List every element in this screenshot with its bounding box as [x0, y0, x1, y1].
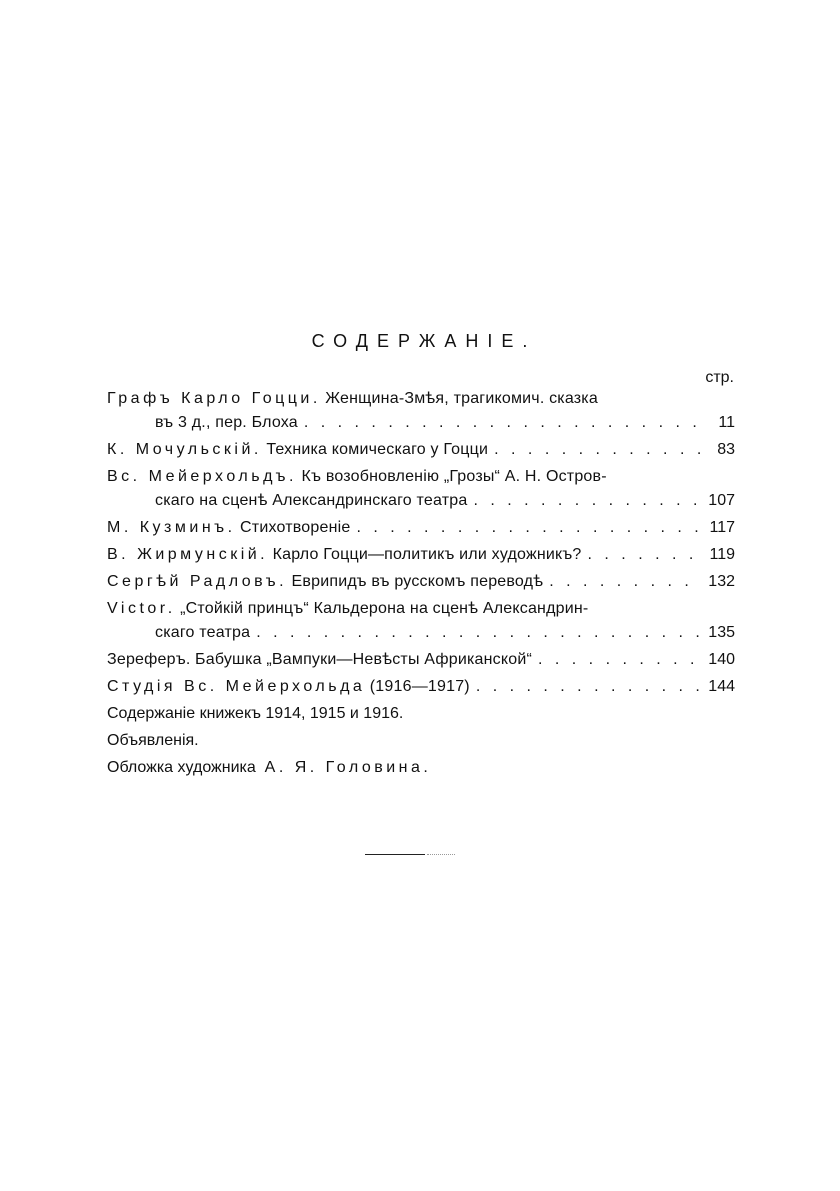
dot-leader: [250, 621, 701, 645]
entry-page-number: 83: [717, 441, 735, 458]
entry-title-continued: скаго на сценѣ Александринскаго театра: [155, 492, 468, 509]
entry-title: Стихотвореніе: [240, 519, 351, 536]
entry-title: Къ возобновленію „Грозы“ А. Н. Остров-: [301, 468, 607, 485]
entry-title-continued: въ 3 д., пер. Блоха: [155, 414, 298, 431]
entry-author: Сергѣй Радловъ.: [107, 573, 288, 590]
entry-page-number: 107: [708, 492, 735, 509]
toc-entry: [107, 387, 735, 435]
toc-entry: [107, 543, 735, 567]
entry-title: „Стойкій принцъ“ Кальдерона на сценѣ Александрин-: [180, 600, 589, 617]
toc-entry: [107, 648, 735, 672]
dot-leader: [467, 489, 701, 513]
entry-author: Графъ Карло Гоцци.: [107, 390, 321, 407]
dot-leader: [470, 675, 701, 699]
entry-title: Женщина-Змѣя, трагикомич. сказка: [325, 390, 598, 407]
entry-page-number: 144: [708, 678, 735, 695]
entry-page-number: 11: [718, 414, 735, 431]
dot-leader: [582, 543, 701, 567]
entry-page-number: 140: [708, 651, 735, 668]
entry-author: Студія Вс. Мейерхольда: [107, 678, 366, 695]
entry-page-number: 132: [708, 573, 735, 590]
entry-page-number: 119: [709, 546, 735, 563]
entry-author: В. Жирмунскій.: [107, 546, 269, 563]
entry-author: К. Мочульскій.: [107, 441, 262, 458]
closing-rule-faint: [427, 854, 455, 855]
entry-title: Карло Гоцци—политикъ или художникъ?: [272, 546, 582, 563]
page-title: СОДЕРЖАНІЕ.: [311, 331, 537, 351]
entry-author: Victor.: [107, 600, 176, 617]
dot-leader: [488, 438, 701, 462]
entry-author: Вс. Мейерхольдъ.: [107, 468, 297, 485]
entry-author: М. Кузминъ.: [107, 519, 236, 536]
toc-entry: [107, 438, 735, 462]
entry-title: Еврипидъ въ русскомъ переводѣ: [291, 573, 544, 590]
entry-title: Бабушка „Вампуки—Невѣсты Африканской“: [195, 651, 532, 668]
dot-leader: [532, 648, 701, 672]
cover-artist-name: А. Я. Головина.: [264, 759, 432, 776]
announcements-line: Объявленія.: [107, 732, 199, 749]
dot-leader: [298, 411, 701, 435]
entry-title: (1916—1917): [369, 678, 470, 695]
toc-entry: [107, 597, 735, 645]
entry-page-number: 117: [709, 519, 735, 536]
cover-credit-label: Обложка художника: [107, 759, 256, 776]
toc-entry: [107, 675, 735, 699]
entry-author: Зереферъ.: [107, 651, 191, 668]
entry-title-continued: скаго театра: [155, 624, 251, 641]
toc-entry: [107, 516, 735, 540]
dot-leader: [543, 570, 701, 594]
toc-entry: [107, 570, 735, 594]
dot-leader: [350, 516, 701, 540]
page-column-label: стр.: [705, 369, 734, 386]
entry-page-number: 135: [708, 624, 735, 641]
cover-credit-line: [107, 756, 735, 780]
table-of-contents: [107, 387, 735, 783]
entry-title: Техника комическаго у Гоцци: [266, 441, 489, 458]
closing-rule: [365, 854, 425, 855]
toc-entry: [107, 465, 735, 513]
contents-of-books-line: Содержаніе книжекъ 1914, 1915 и 1916.: [107, 705, 404, 722]
